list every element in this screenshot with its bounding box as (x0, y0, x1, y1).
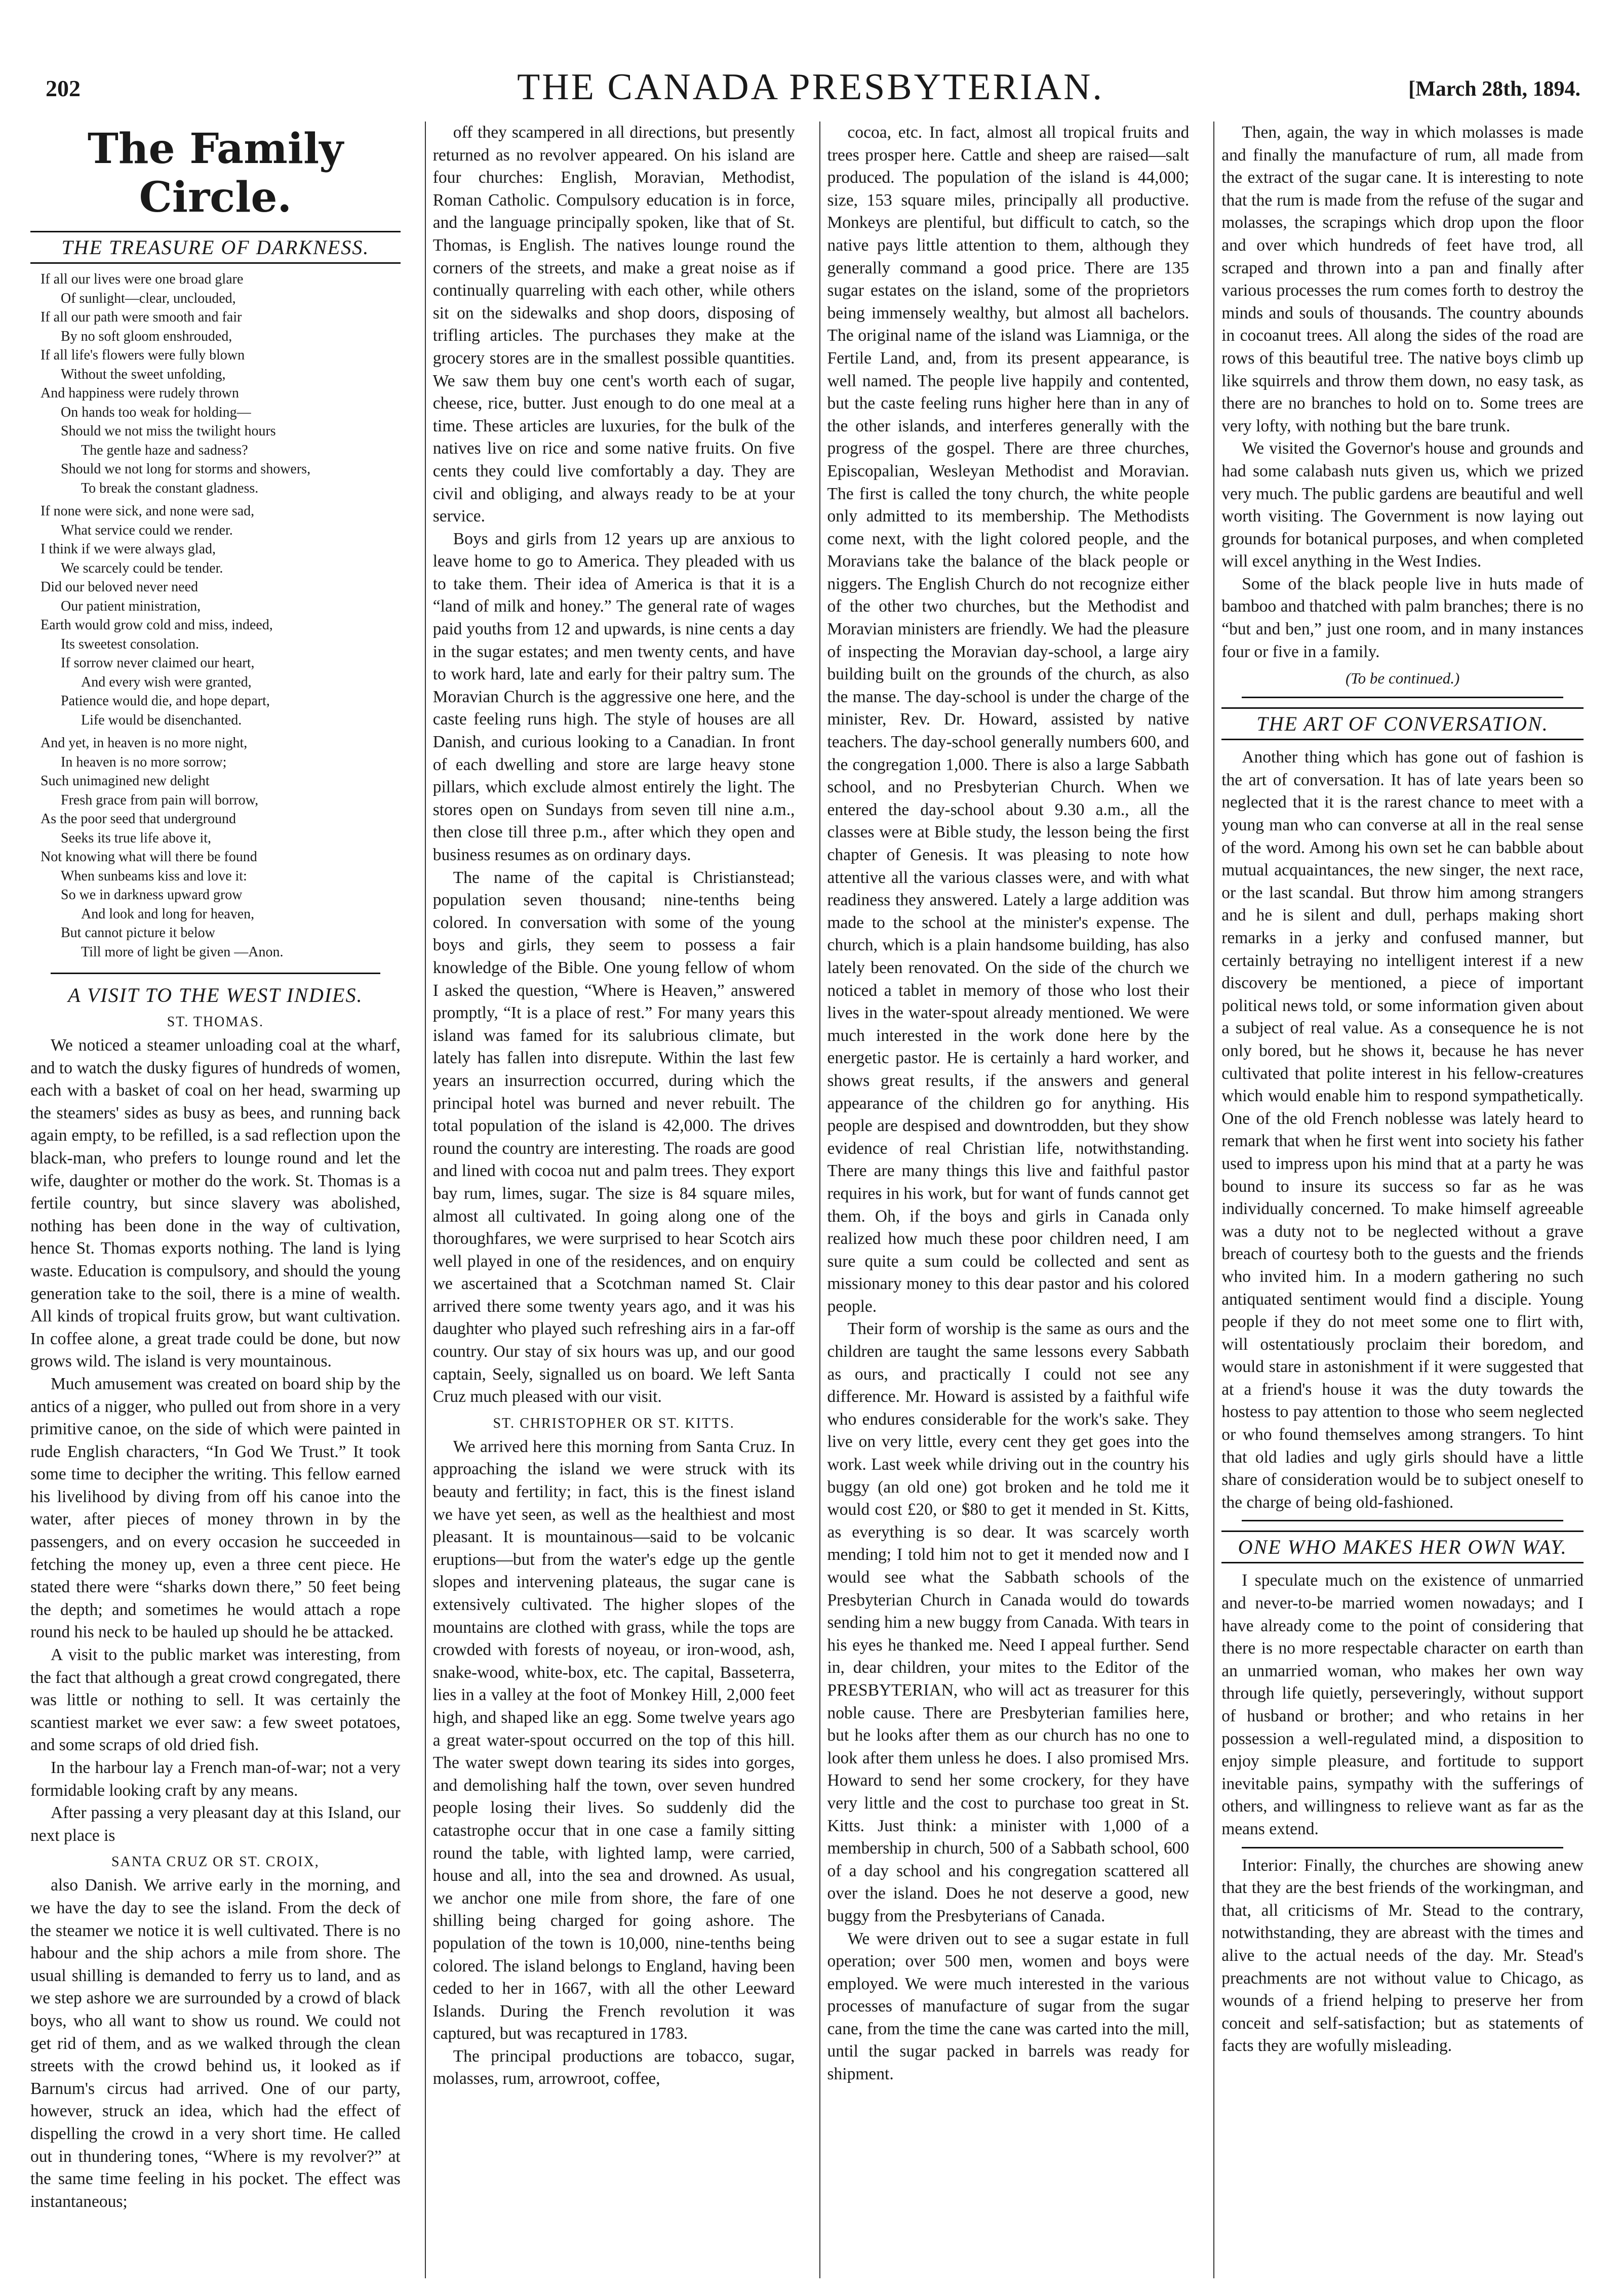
poem-line: As the poor seed that underground (41, 811, 236, 827)
paragraph: cocoa, etc. In fact, almost all tropical fruits and trees prosper here. Cattle and sheep are raised—salt produced. The population of the island is 44,000; size, 153 square miles, principally all productive. Monkeys are plentiful, but difficult to catch, so the native pays little attention to them, although they generally command a good price. There are 135 sugar estates on the island, some of the proprietors being immensely wealthy, but almost all bachelors. The original name of the island was Liamniga, or the Fertile Land, and, from its present appearance, is well named. The people live happily and contented, but the caste feeling runs higher here than in any of the other islands, and interferes generally with the progress of the gospel. There are three churches, Episcopalian, Wesleyan Methodist and Moravian. The first is called the tony church, the white people only admitted to its membership. The Methodists come next, with the light colored people, and the Moravians take the balance of the black people or niggers. The English Church do not recognize either of the other two churches, but the Methodist and Moravian ministers are friendly. We had the pleasure of inspecting the Moravian day-school, a large airy building built on the grounds of the church, as also the manse. The day-school is under the charge of the minister, Rev. Dr. Howard, assisted by native teachers. The day-school generally numbers 600, and the congregation 1,000. There is also a large Sabbath school, and no Presbyterian Church. When we entered the day-school about 9.30 a.m., all the classes were at Bible study, the lesson being the first chapter of Genesis. It was pleasing to note how attentive all the various classes were, and with what readiness they answered. Lately a large addition was made to the school at the minister's expense. The church, which is a plain handsome building, has also lately been renovated. On the side of the church we noticed a tablet in memory of those who lost their lives in the water-spout already mentioned. We were much interested in the work done here by the energetic pastor. He is certainly a hard worker, and shows great results, if the answers and general appearance of the children go for anything. His people are despised and downtrodden, but they show evidence of real Christian life, notwithstanding. There are many things this live and faithful pastor requires in his work, but for want of funds cannot get them. Oh, if the boys and girls in Canada only realized how much these poor children need, I am sure quite a sum could be collected and sent as missionary money to this dear pastor and his colored people. (827, 123, 1190, 1316)
family-circle-heading: The Family Circle. (87, 125, 343, 222)
paragraph: We were driven out to see a sugar estate in full operation; over 500 men, women and boys were employed. We were much interested in the various processes of manufacture of sugar from the sugar cane, from the time the cane was carted into the mill, until the sugar packed in barrels was ready for shipment. (827, 1929, 1190, 2084)
poem-line: Fresh grace from pain will borrow, (61, 792, 259, 808)
article-body (30, 1034, 401, 1847)
poem-line: When sunbeams kiss and love it: (61, 868, 247, 884)
paragraph: Then, again, the way in which molasses is made and finally the manufacture of rum, all made from the extract of the sugar cane. It is interesting to note that the rum is made from the refuse of the sugar and molasses, the scrapings which drop upon the floor and over which hundreds of feet have trod, all scraped and thrown into a pan and finally after various processes the rum comes forth to destroy the minds and souls of thousands. The country abounds in cocoanut trees. All along the sides of the road are rows of this beautiful tree. The native boys climb up like squirrels and throw them down, no easy task, as there are no branches to hold on to. Some trees are very lofty, with nothing but the bare trunk. (1221, 123, 1584, 435)
poem-line: Such unimagined new delight (41, 773, 210, 789)
column-1 (30, 122, 408, 2278)
poem-title: THE TREASURE OF DARKNESS. (30, 231, 401, 264)
poem-line: If all life's flowers were fully blown (41, 347, 245, 363)
article-body (1221, 1569, 1584, 1840)
poem-stanza (41, 502, 401, 730)
subhead-santa-cruz: SANTA CRUZ OR ST. CROIX, (111, 1854, 320, 1870)
west-indies-title: A VISIT TO THE WEST INDIES. (68, 984, 363, 1006)
poem-line: Its sweetest consolation. (61, 636, 199, 652)
paragraph: A visit to the public market was interesting, from the fact that although a great crowd congregated, there was little or nothing to sell. It was certainly the scantiest market we ever saw: a few sweet potatoes, and some scraps of old dried fish. (30, 1645, 401, 1755)
poem-line: Our patient ministration, (61, 598, 201, 614)
page-number: 202 (46, 75, 81, 101)
poem-line: By no soft gloom enshrouded, (61, 328, 232, 344)
paragraph: Interior: Finally, the churches are showing anew that they are the best friends of the workingman, and that, all criticisms of Mr. Stead to the contrary, notwithstanding, they are abreast with the times and alive to the actual needs of the day. Mr. Stead's preachments are not without value to Chicago, as wounds of a friend helping to preserve her from conceit and self-satisfaction; but as statements of facts they are wofully misleading. (1221, 1856, 1584, 2056)
poem-line: Of sunlight—clear, unclouded, (61, 290, 236, 306)
poem (30, 270, 401, 961)
paragraph: Much amusement was created on board ship by the antics of a nigger, who pulled out from shore in a very primitive canoe, on the side of which were painted in rude English characters, “In God We Trust.” It took some time to decipher the writing. This fellow earned his livelihood by diving from off his canoe into the water, after pieces of money thrown in by the passengers, and on every occasion he succeeded in fetching the money up, even a three cent piece. He stated there were “sharks down there,” 50 feet being the depth; and sometimes he would attach a rope round his neck to be hauled up should he be attacked. (30, 1374, 401, 1642)
paragraph: Another thing which has gone out of fashion is the art of conversation. It has of late years been so neglected that it is the rarest chance to meet with a young man who can converse at all in the real sense of the word. Among his own set he can babble about mutual acquaintances, the new singer, the next race, or the last scandal. But throw him among strangers and he is silent and dull, perhaps making short remarks in a jerky and confused manner, but certainly betraying no intelligent interest if a new discovery be mentioned, a piece of important political news told, or some information given about a subject of real value. As a consequence he is not only bored, but he shows it, because he has never cultivated that polite interest in his fellow-creatures which would enable him to respond sympathetically. One of the old French noblesse was lately heard to remark that when he first went into society his father used to impress upon his mind that at a party he was bound to insure its success so far as he was individually concerned. To make himself agreeable was a duty not to be neglected without a grave breach of courtesy both to the guests and the friends who invited him. In a modern gathering no such antiquated sentiment would find a disciple. Young people if they do not meet some one to flirt with, will ostentatiously proclaim their boredom, and would stare in astonishment if it were suggested that at a friend's house it was the duty towards the hostess to pay attention to those who seem neglected or who found themselves among strangers. To hint that old ladies and ugly girls should have a little share of consideration would be to subject oneself to the charge of being old-fashioned. (1221, 748, 1584, 1512)
issue-date: [March 28th, 1894. (1408, 77, 1580, 101)
paragraph: Boys and girls from 12 years up are anxious to leave home to go to America. They pleaded with us to take them. Their idea of America is that it is a “land of milk and honey.” The general rate of wages paid youths from 12 and upwards, is nine cents a day in the sugar estates; and men twenty cents, and have to work hard, late and early for their paltry sum. The Moravian Church is the aggressive one here, and the caste feeling runs high. The style of houses are all Danish, and curious looking to a Canadian. In front of each dwelling and store are large heavy stone pillars, which exclude almost entirely the light. The stores open on Sundays from seven till nine a.m., then close till three p.m., after which they open and business resumes as on ordinary days. (432, 529, 795, 864)
paragraph: I speculate much on the existence of unmarried and never-to-be married women nowadays; and I have already come to the point of considering that there is no more respectable character on earth than an unmarried woman, who makes her own way through life quietly, perseveringly, without support of husband or brother; and who retains in her possession a well-regulated mind, a disposition to enjoy simple pleasure, and fortitude to support inevitable pains, sympathy with the sufferings of others, and willingness to relieve want as far as the means extend. (1221, 1571, 1584, 1838)
paragraph: We visited the Governor's house and grounds and had some calabash nuts given us, which we prized very much. The public gardens are beautiful and well worth visiting. The Government is now laying out grounds for botanical purposes, and when completed will excel anything in the West Indies. (1221, 439, 1584, 571)
to-be-continued: (To be continued.) (1345, 669, 1460, 688)
poem-stanza (41, 734, 401, 961)
conversation-title: THE ART OF CONVERSATION. (1221, 707, 1584, 740)
poem-line: And every wish were granted, (81, 674, 252, 690)
section-divider (1242, 697, 1563, 698)
paragraph: Some of the black people live in huts made of bamboo and thatched with palm branches; there is no “but and ben,” just one room, and in many instances four or five in a family. (1221, 574, 1584, 661)
paragraph: We arrived here this morning from Santa Cruz. In approaching the island we were struck with its beauty and fertility; in fact, this is the finest island we have yet seen, as well as the healthiest and most pleasant. It is mountainous—said to be volcanic eruptions—but from the water's edge up the gentle slopes and intervening plateaus, the sugar cane is extensively cultivated. The higher slopes of the mountains are clothed with grass, while the tops are crowded with forests of noyeau, or iron-wood, ash, snake-wood, white-box, etc. The capital, Basseterra, lies in a valley at the foot of Monkey Hill, 2,000 feet high, and shaped like an egg. Some twelve years ago a great water-spout occurred on the top of this hill. The water swept down tearing its sides into gorges, and demolishing half the town, over seven hundred people losing their lives. So suddenly did the catastrophe occur that in one case a family sitting round the table, with lighted lamp, were carried, house and all, into the sea and drowned. As usual, we anchor one mile from shore, the fare of one shilling being charged for going ashore. The population of the town is 10,000, nine-tenths being colored. The island belongs to England, having been ceded to her in 1667, with all the other Leeward Islands. During the French revolution it was captured, but was recaptured in 1783. (432, 1437, 795, 2043)
poem-line: Without the sweet unfolding, (61, 366, 226, 382)
article-body (433, 122, 795, 1408)
paragraph: off they scampered in all directions, but presently returned as no revolver appeared. On his island are four churches: English, Moravian, Methodist, Roman Catholic. Compulsory education is in force, and the language principally spoken, like that of St. Thomas, is English. The natives lounge round the corners of the streets, and make a great noise as if continually quarreling with each other, while others sit on the sidewalks and shop doors, disposing of trifling articles. The purchases they make at the grocery stores are in the smallest possible quantities. We saw them buy one cent's worth each of sugar, cheese, rice, butter. Just enough to do one meal at a time. These articles are luxuries, for the bulk of the natives live on rice and some native fruits. On five cents they could live comfortably a day. They are civil and obliging, and always ready to be at your service. (432, 123, 795, 526)
paragraph: In the harbour lay a French man-of-war; not a very formidable looking craft by any means. (30, 1758, 401, 1800)
own-way-title: ONE WHO MAKES HER OWN WAY. (1221, 1530, 1584, 1563)
poem-line: Did our beloved never need (41, 579, 198, 595)
paragraph: The principal productions are tobacco, sugar, molasses, rum, arrowroot, coffee, (432, 2046, 795, 2088)
article-body (1221, 746, 1584, 1514)
section-divider (51, 973, 380, 974)
paragraph: After passing a very pleasant day at this Island, our next place is (30, 1803, 401, 1845)
poem-line: Life would be disenchanted. (81, 712, 242, 728)
poem-line: On hands too weak for holding— (61, 404, 251, 420)
masthead (30, 66, 1591, 111)
poem-line: I think if we were always glad, (41, 541, 216, 557)
poem-line: And yet, in heaven is no more night, (41, 735, 248, 751)
poem-line: To break the constant gladness. (81, 480, 259, 496)
article-body (433, 1436, 795, 2090)
poem-line: But cannot picture it below (61, 925, 215, 941)
subhead-st-thomas: ST. THOMAS. (167, 1014, 264, 1030)
poem-line: The gentle haze and sadness? (81, 442, 248, 458)
poem-line: Till more of light be given —Anon. (81, 944, 284, 960)
poem-line: In heaven is no more sorrow; (61, 754, 227, 770)
paragraph: The name of the capital is Christianstead; population seven thousand; nine-tenths being colored. In conversation with some of the young boys and girls, they seem to possess a fair knowledge of the Bible. One young fellow of whom I asked the question, “Where is Heaven,” answered promptly, “It is a place of rest.” For many years this island was famed for its salubrious climate, but lately has fallen into disrepute. Within the last few years an insurrection occurred, during which the principal hotel was burned and never rebuilt. The total population of the island is 42,000. The drives round the country are interesting. The roads are good and lined with cocoa nut and palm trees. They export bay rum, limes, sugar. The size is 84 square miles, almost all cultivated. In going along one of the thoroughfares, we were surprised to hear Scotch airs well played in one of the residences, and on enquiry we ascertained that a Scotchman named St. Clair arrived there some twenty years ago, and it was his daughter who played such refreshing airs in a far-off country. Our stay of six hours was up, and our good captain, Seely, signalled us on board. We left Santa Cruz much pleased with our visit. (432, 868, 795, 1406)
column-4 (1213, 122, 1591, 2278)
article-body (30, 1874, 401, 2213)
section-divider (1242, 1847, 1563, 1848)
paragraph: also Danish. We arrive early in the morning, and we have the day to see the island. From the deck of the steamer we notice it is well cultivated. There is no habour and the ship achors a mile from shore. The usual shilling is demanded to ferry us to land, and as we step ashore we are surrounded by a crowd of black boys, who all want to show us round. We could not get rid of them, and as we walked through the clean streets with the crowd behind us, it looked as if Barnum's circus had arrived. One of our party, however, struck an idea, which had the effect of dispelling the crowd in a very short time. He called out in thundering tones, “Where is my revolver?” at the same time feeling in his pocket. The effect was instantaneous; (30, 1876, 401, 2211)
poem-line: We scarcely could be tender. (61, 560, 223, 576)
poem-line: Not knowing what will there be found (41, 849, 257, 865)
poem-line: If all our lives were one broad glare (41, 271, 244, 287)
article-body (1221, 1855, 1584, 2058)
poem-line: Patience would die, and hope depart, (61, 693, 270, 709)
poem-line: If none were sick, and none were sad, (41, 503, 255, 519)
paragraph: We noticed a steamer unloading coal at the wharf, and to watch the dusky figures of hundreds of women, each with a basket of coal on her head, swarming up the steamers' sides as busy as bees, and running back again empty, to be refilled, is a sad reflection upon the black-man, who prefers to lounge round and let the wife, daughter or mother do the work. St. Thomas is a fertile country, but since slavery was abolished, nothing has been done in the way of cultivation, hence St. Thomas exports nothing. The land is lying waste. Education is compulsory, and should the young generation take to the soil, there is a mine of wealth. All kinds of tropical fruits grow, but want cultivation. In coffee alone, a great trade could be done, but now grows wild. The island is very mountainous. (30, 1036, 401, 1371)
poem-line: If all our path were smooth and fair (41, 309, 242, 325)
poem-line: What service could we render. (61, 522, 233, 538)
poem-line: If sorrow never claimed our heart, (61, 655, 255, 671)
poem-line: And look and long for heaven, (81, 906, 255, 922)
column-2 (425, 122, 802, 2278)
section-divider (1242, 1520, 1563, 1521)
article-body (1221, 122, 1584, 663)
poem-line: Seeks its true life above it, (61, 830, 212, 846)
newspaper-title: THE CANADA PRESBYTERIAN. (517, 66, 1104, 108)
poem-line: Earth would grow cold and miss, indeed, (41, 617, 273, 633)
poem-line: So we in darkness upward grow (61, 887, 243, 903)
poem-line: And happiness were rudely thrown (41, 385, 239, 401)
poem-line: Should we not long for storms and showers, (61, 461, 311, 477)
columns (30, 122, 1591, 2278)
paragraph: Their form of worship is the same as ours and the children are taught the same lessons every Sabbath as ours, and practically I could not see any difference. Mr. Howard is assisted by a faithful wife who endures considerable for the work's sake. They live on very little, every cent they get goes into the work. Last week while driving out in the country his buggy (an old one) got broken and he told me it would cost £20, or $80 to get it mended in St. Kitts, as everything is so dear. It was scarcely worth mending; I told him not to get it mended now and I would see what the Sabbath schools of the Presbyterian Church in Canada would do towards sending him a new buggy from Canada. With tears in his eyes he thanked me. Need I appeal further. Send in, dear children, your mites to the Editor of the PRESBYTERIAN, who will act as treasurer for this noble cause. There are Presbyterian families here, but he looks after them as our church has no one to look after them unless he does. I also promised Mrs. Howard to send her some crockery, for they have very little and the cost to purchase too great in St. Kitts. Just think: a minister with 1,000 of a membership in church, 500 of a Sabbath school, 600 of a day school and his congregation scattered all over the island. Does he not deserve a good, new buggy from the Presbyterians of Canada. (827, 1319, 1190, 1925)
poem-stanza (41, 270, 401, 498)
subhead-st-kitts: ST. CHRISTOPHER OR ST. KITTS. (493, 1415, 735, 1431)
poem-line: Should we not miss the twilight hours (61, 423, 276, 439)
column-3 (819, 122, 1197, 2278)
article-body (827, 122, 1190, 2086)
